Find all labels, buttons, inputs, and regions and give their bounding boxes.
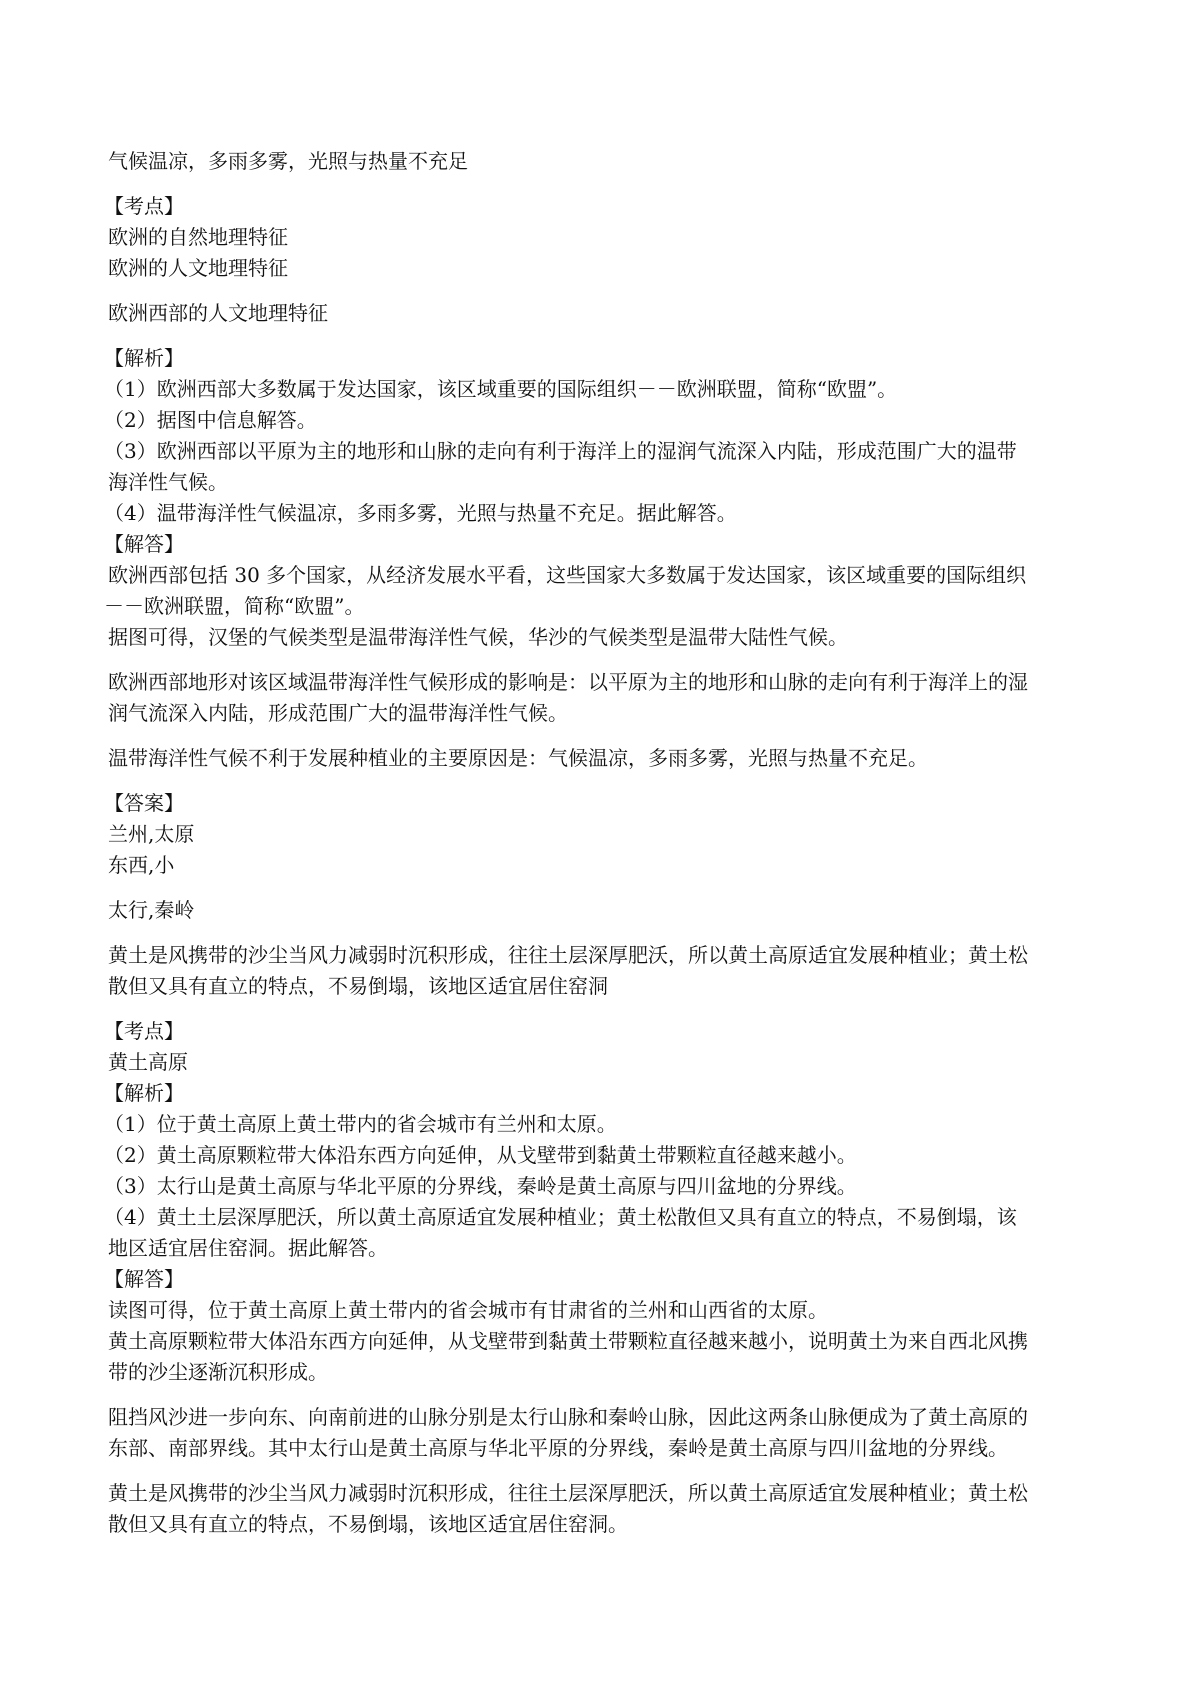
- daan-line: 兰州,太原: [108, 822, 195, 846]
- jiexi-line: （3）太行山是黄土高原与华北平原的分界线，秦岭是黄土高原与四川盆地的分界线。: [104, 1174, 857, 1198]
- jieda-line: 欧洲西部地形对该区域温带海洋性气候形成的影响是：以平原为主的地形和山脉的走向有利于海洋上的湿: [108, 670, 1028, 694]
- kaodian-item: 欧洲西部的人文地理特征: [108, 301, 328, 325]
- jieda-line: 东部、南部界线。其中太行山是黄土高原与华北平原的分界线，秦岭是黄土高原与四川盆地的分界线。: [108, 1436, 1008, 1460]
- kaodian-heading: 【考点】: [104, 1019, 184, 1043]
- jieda-line: 欧洲西部包括 30 多个国家，从经济发展水平看，这些国家大多数属于发达国家，该区域重要的国际组织: [108, 563, 1027, 587]
- jiexi-line: 地区适宜居住窑洞。据此解答。: [108, 1236, 388, 1260]
- jieda-line: 黄土是风携带的沙尘当风力减弱时沉积形成，往往土层深厚肥沃，所以黄土高原适宜发展种植业；黄土松: [108, 1481, 1028, 1505]
- jieda-heading: 【解答】: [104, 1267, 184, 1291]
- jieda-line: 温带海洋性气候不利于发展种植业的主要原因是：气候温凉，多雨多雾，光照与热量不充足。: [108, 746, 928, 770]
- jiexi-line: （1）欧洲西部大多数属于发达国家，该区域重要的国际组织－－欧洲联盟，简称“欧盟”。: [104, 377, 898, 401]
- daan-line: 东西,小: [108, 853, 175, 877]
- daan-line: 散但又具有直立的特点，不易倒塌，该地区适宜居住窑洞: [108, 974, 608, 998]
- jieda-line: 黄土高原颗粒带大体沿东西方向延伸，从戈壁带到黏黄土带颗粒直径越来越小，说明黄土为来自西北风携: [108, 1329, 1028, 1353]
- jieda-line: 阻挡风沙进一步向东、向南前进的山脉分别是太行山脉和秦岭山脉，因此这两条山脉便成为了黄土高原的: [108, 1405, 1028, 1429]
- kaodian-heading: 【考点】: [104, 194, 184, 218]
- jiexi-line: （4）温带海洋性气候温凉，多雨多雾，光照与热量不充足。据此解答。: [104, 501, 737, 525]
- answer-line: 气候温凉，多雨多雾，光照与热量不充足: [108, 149, 468, 173]
- jiexi-heading: 【解析】: [104, 346, 184, 370]
- jieda-line: 散但又具有直立的特点，不易倒塌，该地区适宜居住窑洞。: [108, 1512, 628, 1536]
- jieda-heading: 【解答】: [104, 532, 184, 556]
- daan-line: 太行,秦岭: [108, 898, 195, 922]
- kaodian-item: 欧洲的人文地理特征: [108, 256, 288, 280]
- jiexi-line: 海洋性气候。: [108, 470, 228, 494]
- jiexi-line: （4）黄土土层深厚肥沃，所以黄土高原适宜发展种植业；黄土松散但又具有直立的特点，不易倒塌，该: [104, 1205, 1017, 1229]
- daan-heading: 【答案】: [104, 791, 184, 815]
- jieda-line: 据图可得，汉堡的气候类型是温带海洋性气候，华沙的气候类型是温带大陆性气候。: [108, 625, 848, 649]
- jieda-line: 带的沙尘逐渐沉积形成。: [108, 1360, 328, 1384]
- jieda-line: －－欧洲联盟，简称“欧盟”。: [104, 594, 365, 618]
- jiexi-heading: 【解析】: [104, 1081, 184, 1105]
- kaodian-item: 黄土高原: [108, 1050, 188, 1074]
- jiexi-line: （2）据图中信息解答。: [104, 408, 317, 432]
- jieda-line: 读图可得，位于黄土高原上黄土带内的省会城市有甘肃省的兰州和山西省的太原。: [108, 1298, 828, 1322]
- jiexi-line: （3）欧洲西部以平原为主的地形和山脉的走向有利于海洋上的湿润气流深入内陆，形成范围广大的温带: [104, 439, 1017, 463]
- kaodian-item: 欧洲的自然地理特征: [108, 225, 288, 249]
- jiexi-line: （2）黄土高原颗粒带大体沿东西方向延伸，从戈壁带到黏黄土带颗粒直径越来越小。: [104, 1143, 857, 1167]
- daan-line: 黄土是风携带的沙尘当风力减弱时沉积形成，往往土层深厚肥沃，所以黄土高原适宜发展种植业；黄土松: [108, 943, 1028, 967]
- jieda-line: 润气流深入内陆，形成范围广大的温带海洋性气候。: [108, 701, 568, 725]
- jiexi-line: （1）位于黄土高原上黄土带内的省会城市有兰州和太原。: [104, 1112, 617, 1136]
